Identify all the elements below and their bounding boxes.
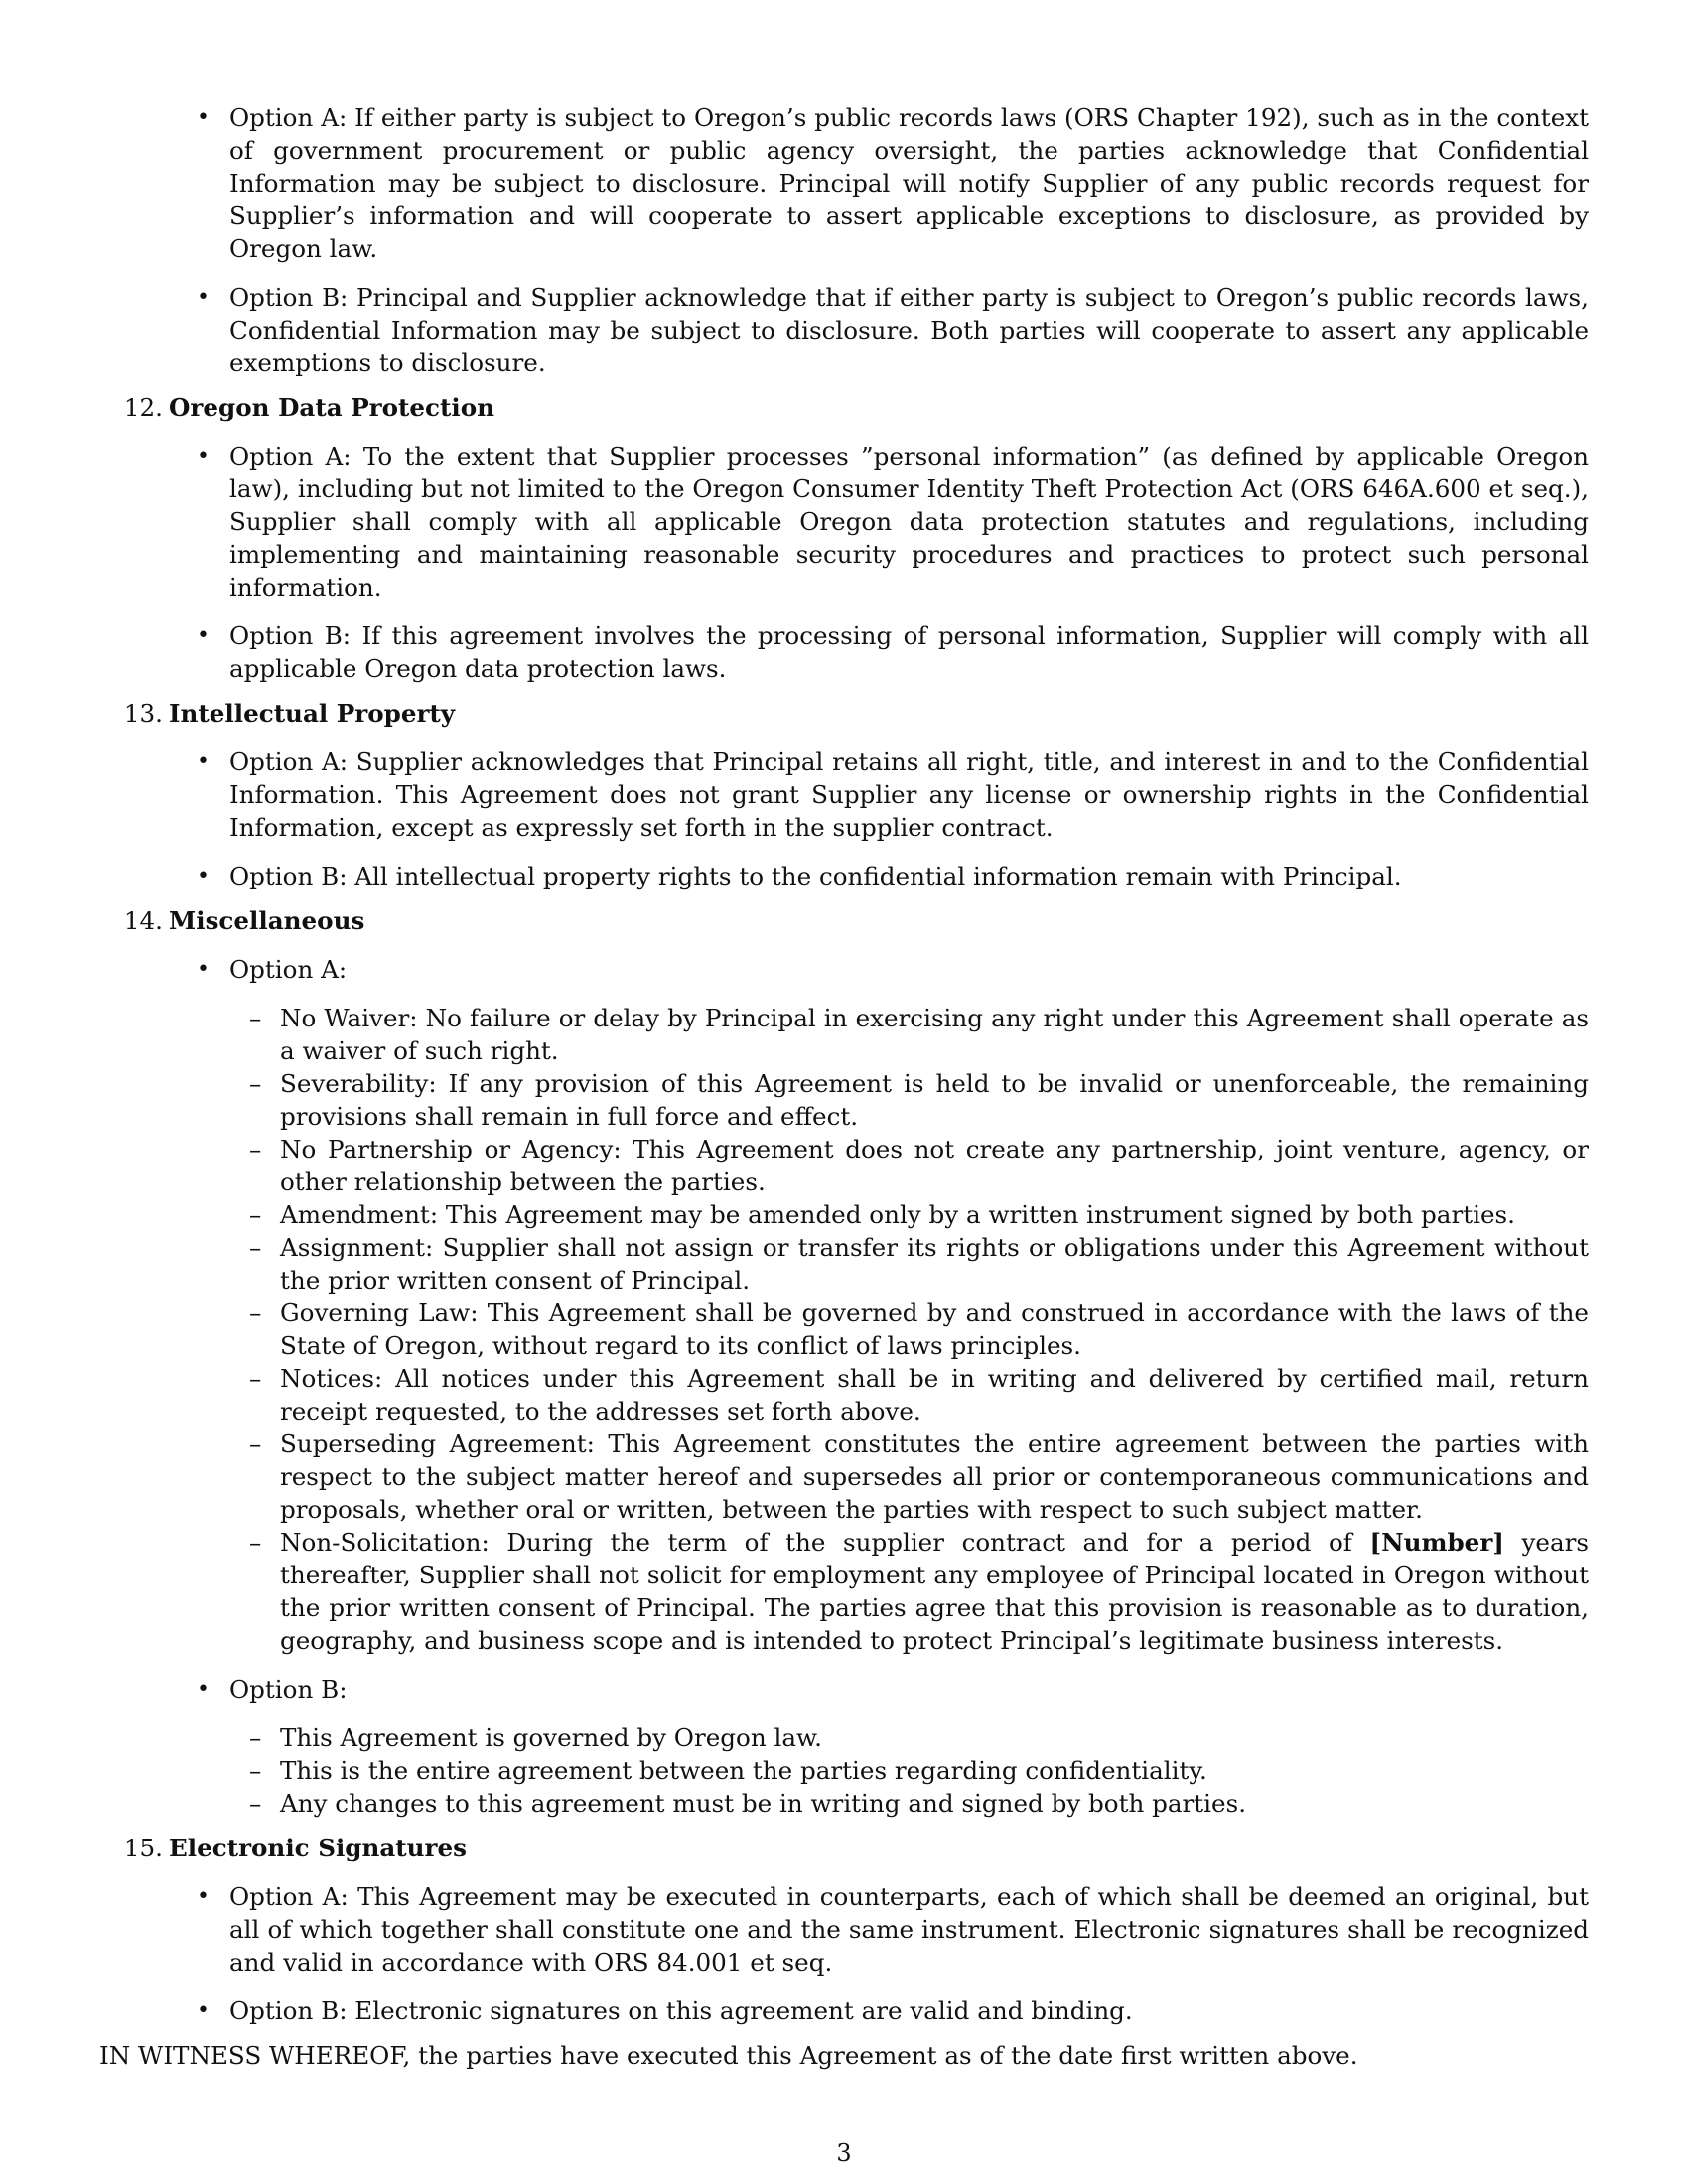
section-title: Intellectual Property <box>169 699 456 728</box>
option-item <box>169 619 1589 685</box>
section-title: Electronic Signatures <box>169 1834 468 1862</box>
option-text: Option A: To the extent that Supplier processes ”personal information” (as defined by applicable Oregon law), including but not limited to the Oregon Consumer Identity Theft Protection Act (ORS 646A.600 et seq.), Supplier shall comply with all applicable Oregon data protection statutes and regulations, including implementing and maintaining reasonable security procedures and practices to protect such personal information. <box>229 442 1589 602</box>
number-placeholder: [Number] <box>1369 1528 1504 1557</box>
dash-icon: – <box>249 1364 262 1393</box>
sub-item <box>229 1067 1589 1133</box>
sub-item-text: Superseding Agreement: This Agreement constitutes the entire agreement between the parties with respect to the subject matter hereof and supersedes all prior or contemporaneous communications and proposals, whether oral or written, between the parties with respect to such subject matter. <box>280 1430 1589 1524</box>
dash-icon: – <box>249 1298 262 1327</box>
sub-item <box>229 1362 1589 1428</box>
section-11-continuation <box>99 101 1589 379</box>
option-text: Option A: This Agreement may be executed in counterparts, each of which shall be deemed an original, but all of which together shall constitute one and the same instrument. Electronic signatures shall be recognized and valid in accordance with ORS 84.001 et seq. <box>229 1882 1589 1977</box>
witness-clause: IN WITNESS WHEREOF, the parties have executed this Agreement as of the date first written above. <box>99 2041 1358 2070</box>
option-list <box>169 1880 1589 2027</box>
section-number: 14. <box>123 906 163 935</box>
bullet-icon: • <box>197 750 210 774</box>
option-item <box>169 281 1589 379</box>
option-list <box>169 440 1589 685</box>
option-text: Option B: All intellectual property rights to the confidential information remain with Principal. <box>229 862 1402 890</box>
option-item <box>169 746 1589 844</box>
bullet-icon: • <box>197 444 210 469</box>
sub-item <box>229 1231 1589 1297</box>
section-15 <box>99 1832 1589 2027</box>
bullet-icon: • <box>197 1884 210 1909</box>
option-item <box>169 440 1589 604</box>
bullet-icon: • <box>197 285 210 310</box>
option-item <box>169 1880 1589 1979</box>
option-list <box>169 101 1589 379</box>
option-label: Option A: <box>229 955 348 984</box>
sub-item-text: This Agreement is governed by Oregon law. <box>280 1723 822 1752</box>
sub-item-text: This is the entire agreement between the parties regarding confidentiality. <box>280 1756 1207 1785</box>
bullet-icon: • <box>197 1677 210 1702</box>
dash-icon: – <box>249 1233 262 1262</box>
option-item <box>169 1994 1589 2027</box>
option-item <box>169 860 1589 892</box>
sub-item-text: Notices: All notices under this Agreement shall be in writing and delivered by certified mail, return receipt requested, to the addresses set forth above. <box>280 1364 1589 1426</box>
option-item <box>169 953 1589 1657</box>
option-text: Option A: If either party is subject to Oregon’s public records laws (ORS Chapter 192), such as in the context of government procurement or public agency oversight, the parties acknowledge that Confidential Information may be subject to disclosure. Principal will notify Supplier of any public records request for Supplier’s information and will cooperate to assert applicable exceptions to disclosure, as provided by Oregon law. <box>229 103 1589 263</box>
bullet-icon: • <box>197 864 210 888</box>
option-item <box>169 1673 1589 1820</box>
sub-item <box>229 1002 1589 1067</box>
option-text: Option B: If this agreement involves the processing of personal information, Supplier will comply with all applicable Oregon data protection laws. <box>229 621 1589 683</box>
dash-icon: – <box>249 1528 262 1557</box>
sections-list <box>99 101 1589 2027</box>
section-13 <box>99 697 1589 892</box>
option-list <box>169 953 1589 1820</box>
sub-item <box>229 1133 1589 1198</box>
section-number: 12. <box>123 393 163 422</box>
sub-item <box>229 1428 1589 1526</box>
sub-item <box>229 1297 1589 1362</box>
sub-item <box>229 1198 1589 1231</box>
section-12 <box>99 391 1589 685</box>
sub-item-text: Non-Solicitation: During the term of the supplier contract and for a period of <box>280 1528 1370 1557</box>
dash-icon: – <box>249 1756 262 1785</box>
sub-item-list <box>229 1721 1589 1820</box>
option-item <box>169 101 1589 265</box>
bullet-icon: • <box>197 105 210 130</box>
dash-icon: – <box>249 1200 262 1229</box>
dash-icon: – <box>249 1069 262 1098</box>
sub-item-text: Severability: If any provision of this Agreement is held to be invalid or unenforceable, the remaining provisions shall remain in full force and effect. <box>280 1069 1589 1131</box>
bullet-icon: • <box>197 957 210 982</box>
dash-icon: – <box>249 1135 262 1163</box>
section-number: 15. <box>123 1834 163 1862</box>
sub-item-text: Governing Law: This Agreement shall be governed by and construed in accordance with the laws of the State of Oregon, without regard to its conflict of laws principles. <box>280 1298 1589 1360</box>
sub-item <box>229 1721 1589 1754</box>
sub-item-text: No Partnership or Agency: This Agreement does not create any partnership, joint venture, agency, or other relationship between the parties. <box>280 1135 1589 1196</box>
sub-item-text: Amendment: This Agreement may be amended only by a written instrument signed by both parties. <box>280 1200 1515 1229</box>
option-text: Option A: Supplier acknowledges that Principal retains all right, title, and interest in and to the Confidential Information. This Agreement does not grant Supplier any license or ownership rights in the Confidential Information, except as expressly set forth in the supplier contract. <box>229 748 1589 842</box>
sub-item <box>229 1787 1589 1820</box>
section-title: Oregon Data Protection <box>169 393 495 422</box>
sub-item-text: years thereafter, Supplier shall not solicit for employment any employee of Principal located in Oregon without the prior written consent of Principal. The parties agree that this provision is reasonable as to duration, geography, and business scope and is intended to protect Principal’s legitimate business interests. <box>280 1528 1589 1655</box>
dash-icon: – <box>249 1430 262 1458</box>
option-text: Option B: Electronic signatures on this agreement are valid and binding. <box>229 1996 1133 2025</box>
sub-item-list <box>229 1002 1589 1657</box>
sub-item-text: No Waiver: No failure or delay by Principal in exercising any right under this Agreement shall operate as a waiver of such right. <box>280 1004 1589 1065</box>
page-number: 3 <box>836 2139 852 2167</box>
dash-icon: – <box>249 1789 262 1818</box>
section-14 <box>99 904 1589 1820</box>
sub-item <box>229 1754 1589 1787</box>
section-title: Miscellaneous <box>169 906 365 935</box>
bullet-icon: • <box>197 623 210 648</box>
option-label: Option B: <box>229 1675 348 1704</box>
section-number: 13. <box>123 699 163 728</box>
option-list <box>169 746 1589 892</box>
sub-item-non-solicitation <box>229 1526 1589 1657</box>
dash-icon: – <box>249 1004 262 1032</box>
dash-icon: – <box>249 1723 262 1752</box>
sub-item-text: Any changes to this agreement must be in writing and signed by both parties. <box>280 1789 1247 1818</box>
document-page <box>99 101 1589 2072</box>
sub-item-text: Assignment: Supplier shall not assign or transfer its rights or obligations under this Agreement without the prior written consent of Principal. <box>280 1233 1589 1295</box>
option-text: Option B: Principal and Supplier acknowledge that if either party is subject to Oregon’s public records laws, Confidential Information may be subject to disclosure. Both parties will cooperate to assert any applicable exemptions to disclosure. <box>229 283 1589 377</box>
bullet-icon: • <box>197 1998 210 2023</box>
